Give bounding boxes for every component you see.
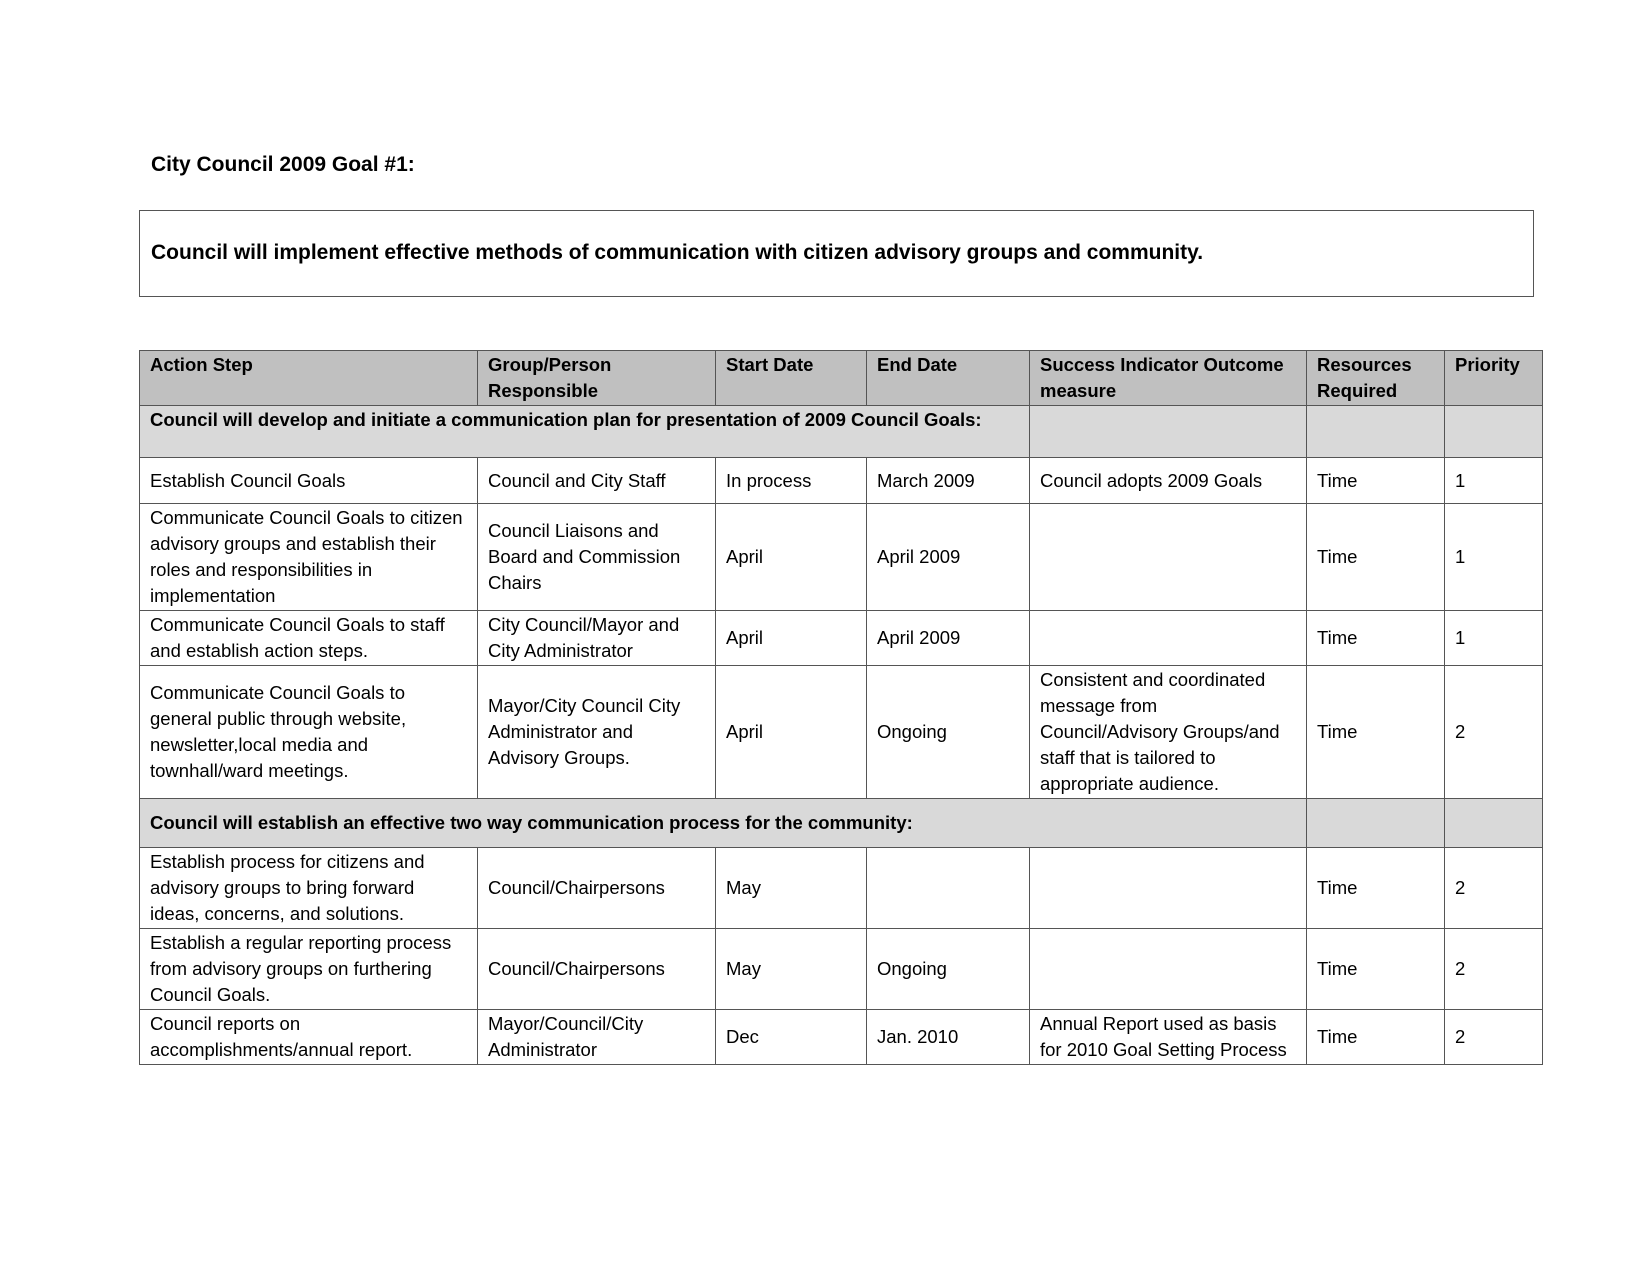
cell-action: Communicate Council Goals to citizen advisory groups and establish their roles and responsibilities in implementation (140, 504, 478, 611)
section-row (140, 406, 1543, 458)
table-row (140, 458, 1543, 504)
goal-statement: Council will implement effective methods of communication with citizen advisory groups and community. (151, 241, 1204, 264)
cell-priority: 1 (1445, 611, 1543, 666)
cell-resources: Time (1307, 1010, 1445, 1065)
cell-success: Council adopts 2009 Goals (1030, 458, 1307, 504)
cell-resources: Time (1307, 504, 1445, 611)
header-group-responsible: Group/Person Responsible (478, 351, 716, 406)
cell-action: Council reports on accomplishments/annual report. (140, 1010, 478, 1065)
cell-start: April (716, 504, 867, 611)
cell-action: Communicate Council Goals to staff and establish action steps. (140, 611, 478, 666)
table-row (140, 848, 1543, 929)
cell-resources: Time (1307, 666, 1445, 799)
cell-action: Establish a regular reporting process from advisory groups on furthering Council Goals. (140, 929, 478, 1010)
cell-start: April (716, 666, 867, 799)
cell-priority: 1 (1445, 458, 1543, 504)
cell-end: Ongoing (867, 666, 1030, 799)
table-row (140, 666, 1543, 799)
cell-group: Council Liaisons and Board and Commission Chairs (478, 504, 716, 611)
cell-group: Council and City Staff (478, 458, 716, 504)
section-heading: Council will develop and initiate a communication plan for presentation of 2009 Council Goals: (140, 406, 1030, 458)
cell-start: May (716, 848, 867, 929)
cell-success: Annual Report used as basis for 2010 Goal Setting Process (1030, 1010, 1307, 1065)
cell-resources: Time (1307, 611, 1445, 666)
cell-start: In process (716, 458, 867, 504)
header-resources: Resources Required (1307, 351, 1445, 406)
cell-success (1030, 848, 1307, 929)
cell-end: April 2009 (867, 504, 1030, 611)
section-heading: Council will establish an effective two way communication process for the community: (140, 799, 1307, 848)
action-plan-table (139, 350, 1543, 1065)
cell-group: Mayor/City Council City Administrator and Advisory Groups. (478, 666, 716, 799)
goal-statement-box (139, 210, 1534, 297)
cell-priority: 1 (1445, 504, 1543, 611)
cell-action: Establish process for citizens and advisory groups to bring forward ideas, concerns, and solutions. (140, 848, 478, 929)
cell-priority: 2 (1445, 1010, 1543, 1065)
cell-end (867, 848, 1030, 929)
cell-start: May (716, 929, 867, 1010)
cell-start: April (716, 611, 867, 666)
cell-end: Jan. 2010 (867, 1010, 1030, 1065)
page-title: City Council 2009 Goal #1: (151, 153, 415, 176)
cell-resources: Time (1307, 848, 1445, 929)
header-start-date: Start Date (716, 351, 867, 406)
cell-end: April 2009 (867, 611, 1030, 666)
cell-resources: Time (1307, 929, 1445, 1010)
table-header-row (140, 351, 1543, 406)
cell-priority: 2 (1445, 666, 1543, 799)
cell-priority: 2 (1445, 848, 1543, 929)
cell-end: March 2009 (867, 458, 1030, 504)
cell-group: Council/Chairpersons (478, 848, 716, 929)
cell-end: Ongoing (867, 929, 1030, 1010)
cell-action: Communicate Council Goals to general public through website, newsletter,local media and townhall/ward meetings. (140, 666, 478, 799)
cell-action: Establish Council Goals (140, 458, 478, 504)
cell-priority: 2 (1445, 929, 1543, 1010)
cell-start: Dec (716, 1010, 867, 1065)
cell-success (1030, 504, 1307, 611)
cell-group: Council/Chairpersons (478, 929, 716, 1010)
header-success-indicator: Success Indicator Outcome measure (1030, 351, 1307, 406)
table-row (140, 1010, 1543, 1065)
cell-success (1030, 611, 1307, 666)
cell-group: Mayor/Council/City Administrator (478, 1010, 716, 1065)
header-action-step: Action Step (140, 351, 478, 406)
section-row (140, 799, 1543, 848)
cell-success (1030, 929, 1307, 1010)
cell-group: City Council/Mayor and City Administrator (478, 611, 716, 666)
table-row (140, 504, 1543, 611)
header-end-date: End Date (867, 351, 1030, 406)
table-row (140, 929, 1543, 1010)
table-row (140, 611, 1543, 666)
cell-resources: Time (1307, 458, 1445, 504)
cell-success: Consistent and coordinated message from Council/Advisory Groups/and staff that is tailored to appropriate audience. (1030, 666, 1307, 799)
header-priority: Priority (1445, 351, 1543, 406)
